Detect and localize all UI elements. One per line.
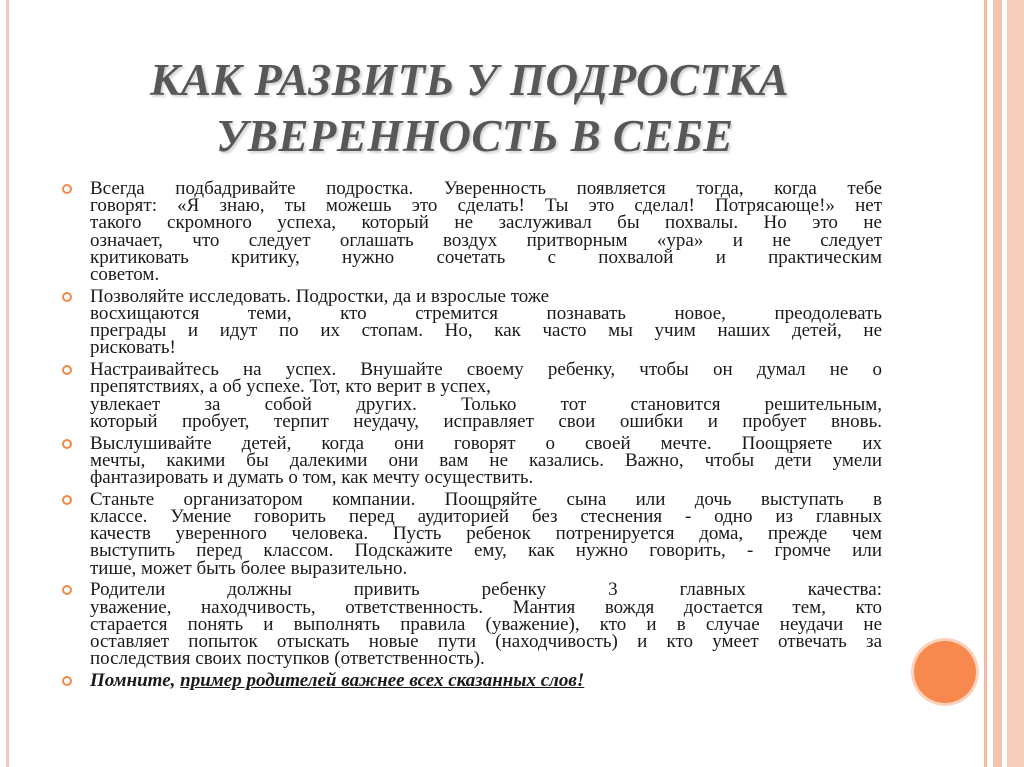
bullet-line: классе. Умение говорить перед аудиторией без стеснения - одно из главных [90,506,882,528]
bullet-line: Родители должны привить ребенку 3 главных качества: [90,579,882,601]
bullet-line: означает, что следует оглашать воздух притворным «ура» и не следует [90,229,882,251]
bullet-line: фантазировать и думать о том, как мечту осуществить. [90,467,534,489]
bullet-circle-icon [62,365,72,375]
bullet-line: препятствиях, а об успехе. Тот, кто верит в успех, [90,376,491,398]
bullet-line: который пробует, терпит неудачу, исправляет свои ошибки и пробует вновь. [90,410,882,432]
bullet-line: рисковать! [90,337,176,359]
bullet-line: уважение, находчивость, ответственность. Мантия вождя достается тем, кто [90,596,882,618]
title-line-2: УВЕРЕННОСТЬ В СЕБЕ [216,111,734,161]
bullet-item [62,432,882,489]
final-note-prefix: Помните, [90,670,181,692]
bullet-circle-icon [62,676,72,686]
bullet-line: качеств уверенного человека. Пусть ребенок потренируется дома, прежде чем [90,523,882,545]
final-note [62,670,882,692]
final-note-emphasis: пример родителей важнее всех сказанных слов! [180,670,585,692]
bullet-line: Позволяйте исследовать. Подростки, да и взрослые тоже [90,285,550,307]
title-line-1: КАК РАЗВИТЬ У ПОДРОСТКА [150,55,790,105]
bullet-circle-icon [62,292,72,302]
right-decorative-stripes [984,0,1024,767]
bullet-line: мечты, какими бы далекими они вам не казались. Важно, чтобы дети умели [90,449,882,471]
bullet-circle-icon [62,495,72,505]
bullet-line: увлекает за собой других. Только тот становится решительным, [90,393,882,415]
bullet-line: Всегда подбадривайте подростка. Уверенность появляется тогда, когда тебе [90,178,882,199]
bullet-circle-icon [62,184,72,194]
bullet-item [62,579,882,670]
bullet-line: Выслушивайте детей, когда они говорят о своей мечте. Поощряете их [90,432,882,454]
slide-title [150,52,870,164]
bullet-item [62,488,882,579]
bullet-line: последствия своих поступков (ответственность). [90,648,485,670]
bullet-item [62,178,882,286]
bullet-line: Станьте организатором компании. Поощряйте сына или дочь выступать в [90,488,882,510]
bullet-line: такого скромного успеха, который не заслуживал бы похвалы. Но это не [90,212,882,234]
left-border [6,0,9,767]
bullet-line: тише, может быть более выразительно. [90,557,408,579]
bullet-line: советом. [90,264,160,286]
bullet-line: говорят: «Я знаю, ты можешь это сделать! Ты это сделал! Потрясающе!» нет [90,195,882,217]
decorative-circle [914,641,976,703]
bullet-item [62,361,882,430]
bullet-line: оставляет попыток отыскать новые пути (находчивость) и кто умеет отвечать за [90,631,882,653]
bullet-circle-icon [62,439,72,449]
bullet-line: критиковать критику, нужно сочетать с похвалой и практическим [90,246,882,268]
bullet-line: выступить перед классом. Подскажите ему, как нужно говорить, - громче или [90,540,882,562]
bullet-line: восхищаются теми, кто стремится познавать новое, преодолевать [90,303,882,325]
bullet-line: Настраивайтесь на успех. Внушайте своему ребенку, чтобы он думал не о [90,359,882,381]
bullet-line: старается понять и выполнять правила (уважение), кто и в случае неудачи не [90,613,882,635]
bullet-item [62,285,882,359]
bullet-circle-icon [62,585,72,595]
bullet-list [62,180,882,694]
bullet-line: преграды и идут по их стопам. Но, как часто мы учим наших детей, не [90,320,882,342]
